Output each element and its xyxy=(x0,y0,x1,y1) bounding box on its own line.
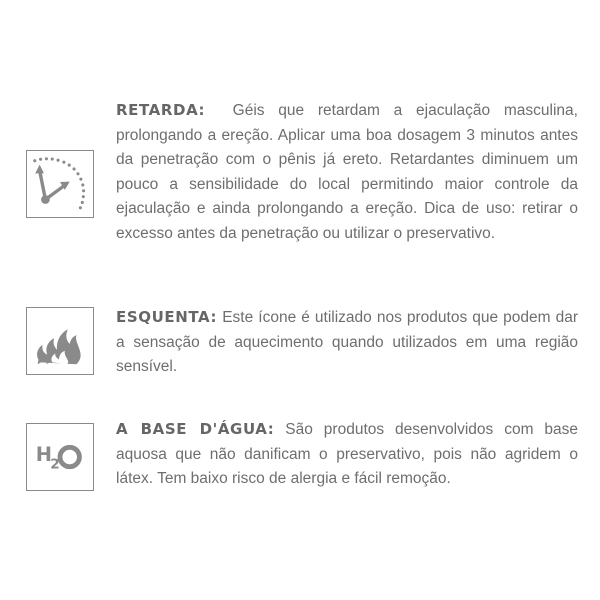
base-agua-body: São produtos desenvolvidos com base aquosa que não danificam o preservativo, pois não agridem o látex. Tem baixo risco de alergia e fácil remoção. xyxy=(116,421,579,487)
esquenta-body: Este ícone é utilizado nos produtos que podem dar a sensação de aquecimento quando utilizados em uma região sensível. xyxy=(116,309,579,375)
esquenta-title: ESQUENTA: xyxy=(116,308,218,326)
retarda-body: Géis que retardam a ejaculação masculina, prolongando a ereção. Aplicar uma boa dosagem 3 minutos antes da penetração com o pênis já ereto. Retardantes diminuem um pouco a sensibilidade do local permitindo maior controle da ejaculação e ainda prolongando a ereção. Dica de uso: retirar o excesso antes da penetração ou utilizar o preservativo. xyxy=(116,102,578,242)
retarda-description xyxy=(116,98,578,246)
retarda-title: RETARDA: xyxy=(116,101,206,119)
svg-text:2: 2 xyxy=(50,456,60,473)
clock-timer-icon xyxy=(26,150,94,218)
flame-icon xyxy=(26,307,94,375)
esquenta-description xyxy=(116,305,578,380)
base-agua-description xyxy=(116,417,578,492)
base-agua-title: A BASE D'ÁGUA: xyxy=(116,420,275,438)
water-h2o-icon xyxy=(26,423,94,491)
svg-text:H: H xyxy=(35,442,52,466)
